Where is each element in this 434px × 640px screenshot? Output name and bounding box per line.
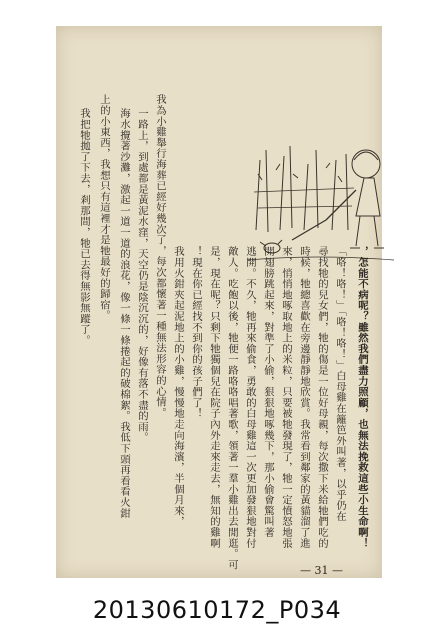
text-column: 海水攪著沙灘，激起一道一道的浪花，像一條一條捲起的破棉絮。我低下頭再看看火鉗 bbox=[118, 108, 130, 519]
book-page bbox=[56, 26, 382, 578]
text-column: 我用火鉗夾起泥地上的小雞，慢慢地走向海濱，半個月來， bbox=[172, 246, 184, 527]
text-column: 我把牠拋了下去，剎那間，牠已去得無影無蹤了。 bbox=[78, 108, 90, 346]
text-column: 逃開。不久，牠再來偷食，勇敢的白母雞這一次更加發狠地對付 bbox=[244, 246, 256, 549]
text-column: 尋找牠的兒女們，牠的傷是一位好母親，每次撒下米給牠們吃的 bbox=[316, 246, 328, 549]
text-column: 「咯！咯！」「咯！咯！」白母雞在籬笆外叫著，以乎仍在 bbox=[334, 246, 346, 522]
text-column: 上的小東西，我想只有這裡才是牠最好的歸宿。 bbox=[98, 94, 110, 321]
text-column: 時候，牠總喜歡在旁邊靜靜地欣賞。我常看到鄰家的黃貓溜了進 bbox=[298, 246, 310, 549]
text-column: ，怎能不病呢？雖然我們盡力照顧，也無法挽救這些小生命啊！ bbox=[356, 246, 368, 549]
text-column: ！現在你已經找不到你的孩子們了！ bbox=[190, 246, 202, 419]
text-column: 是，現在呢？只剩下牠獨個兒在院子內外走來走去，無知的雞啊 bbox=[208, 246, 220, 549]
text-column: 敵人。吃飽以後，牠便一路咯咯唱著歌，領著一羣小雞出去閒逛。可 bbox=[226, 246, 238, 570]
text-column: 我為小雞舉行海葬已經好幾次了，每次都懷著一種無法形容的心情。 bbox=[154, 94, 166, 418]
page-number: — 31 — bbox=[300, 564, 343, 577]
text-column: 一路上，到處都是黃泥水窪，天空仍是陰沉沉的，好像有落不盡的雨。 bbox=[136, 108, 148, 443]
text-column: 來，悄悄地啄取地上的米粒，只要被牠發現了，牠一定憤怒地張 bbox=[280, 246, 292, 549]
text-column: 開翅膀跳起來，對準了小偷，狠狠地啄幾下，那小偷會驚叫著 bbox=[262, 246, 274, 538]
image-caption: 20130610172_P034 bbox=[92, 596, 342, 624]
